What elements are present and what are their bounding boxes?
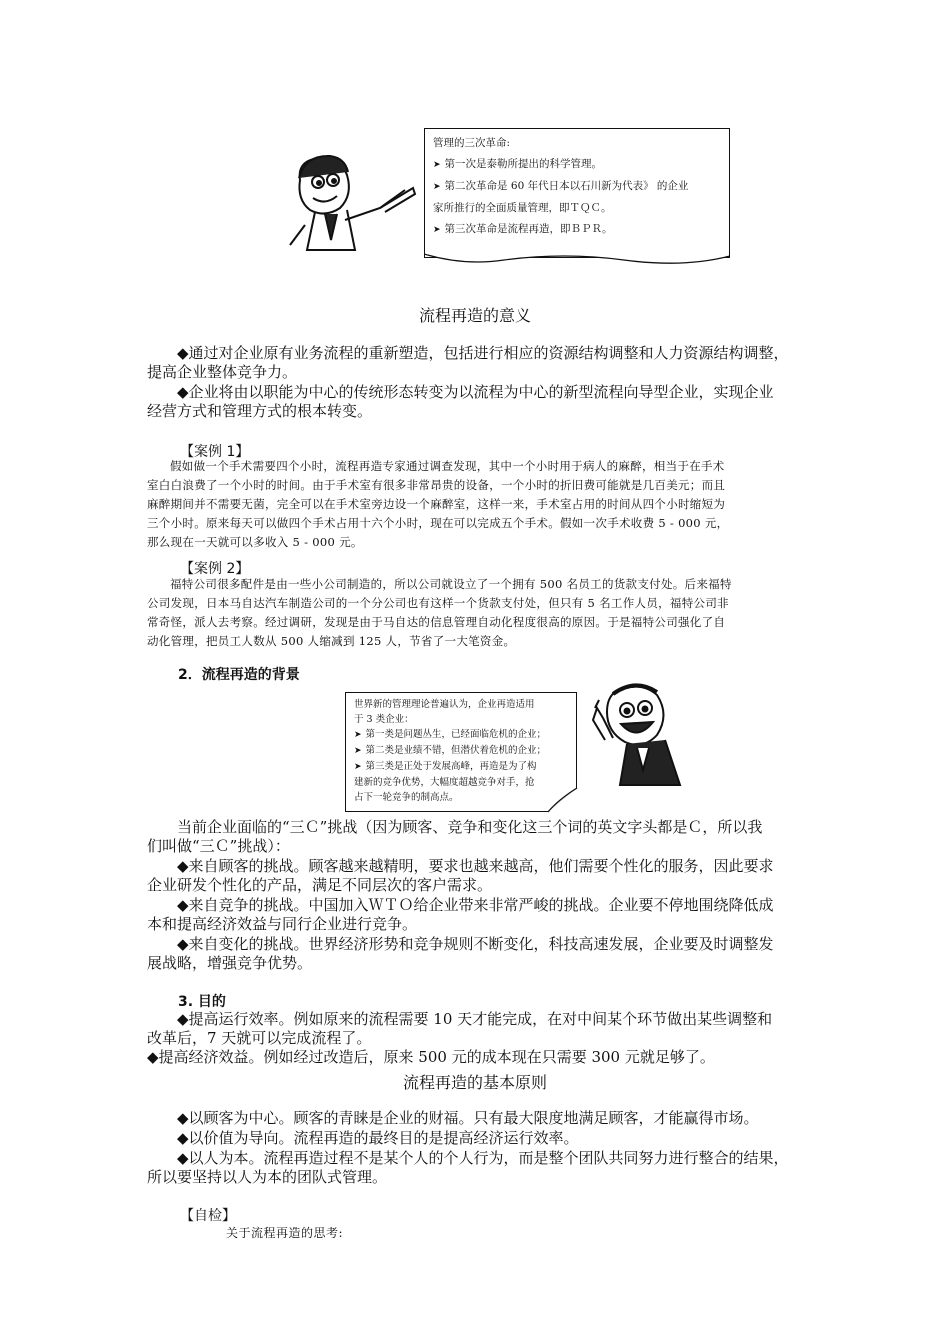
arrow-bullet-icon: ➤ (433, 160, 441, 170)
note-line: 世界新的管理理论普遍认为，企业再造适用 (354, 699, 535, 710)
note-wavy-bottom (424, 252, 730, 268)
case-text: 假如做一个手术需要四个小时，流程再造专家通过调查发现，其中一个小时用于病人的麻醉，相当于在手术 (170, 459, 725, 473)
paragraph: 提高企业整体竞争力。 (147, 363, 298, 381)
paragraph: ◆企业将由以职能为中心的传统形态转变为以流程为中心的新型流程向导型企业，实现企业 (177, 383, 774, 401)
section-heading-background: 2．流程再造的背景 (178, 667, 300, 683)
case-text: 三个小时。原来每天可以做四个手术占用十六个小时，现在可以完成五个手术。假如一次手术收费 5 - 000 元， (147, 516, 729, 530)
note-line: 建新的竞争优势，大幅度超越竞争对手，抢 (354, 777, 535, 788)
note-line: ➤ 第一类是问题丛生，已经面临危机的企业； (354, 729, 547, 740)
note-line: 占下一轮竞争的制高点。 (354, 792, 459, 803)
selfcheck-text: 关于流程再造的思考: (226, 1226, 344, 1240)
arrow-bullet-icon: ➤ (354, 762, 362, 772)
paragraph: 当前企业面临的“三Ｃ”挑战（因为顾客、竞争和变化这三个词的英文字头都是Ｃ，所以我 (177, 818, 763, 836)
case-text: 室白白浪费了一个小时的时间。由于手术室有很多非常昂贵的设备，一个小时的折旧费可能就是几百美元；而且 (147, 478, 726, 492)
note-line: ➤ 第一次是泰勒所提出的科学管理。 (433, 158, 603, 170)
paragraph: 改革后，7 天就可以完成流程了。 (147, 1029, 372, 1047)
paragraph: 所以要坚持以人为本的团队式管理。 (147, 1168, 388, 1186)
section-heading-purpose: 3. 目的 (178, 994, 226, 1010)
paragraph: ◆来自顾客的挑战。顾客越来越精明，要求也越来越高，他们需要个性化的服务，因此要求 (177, 857, 774, 875)
paragraph: ◆提高运行效率。例如原来的流程需要 10 天才能完成，在对中间某个环节做出某些调整和 (177, 1010, 773, 1028)
section-title-meaning: 流程再造的意义 (418, 306, 531, 325)
paragraph: 经营方式和管理方式的根本转变。 (147, 402, 373, 420)
case-text: 福特公司很多配件是由一些小公司制造的，所以公司就设立了一个拥有 500 名员工的货款支付处。后来福特 (170, 577, 732, 591)
note-line: ➤ 第二次革命是 60 年代日本以石川新为代表》 的企业 (433, 180, 689, 192)
case-text: 那么现在一天就可以多收入 5 - 000 元。 (147, 535, 363, 549)
paragraph: ◆以价值为导向。流程再造的最终目的是提高经济运行效率。 (177, 1129, 579, 1147)
paragraph: 本和提高经济效益与同行企业进行竞争。 (147, 915, 418, 933)
paragraph: ◆以顾客为中心。顾客的青睐是企业的财福。只有最大限度地满足顾客，才能赢得市场。 (177, 1109, 759, 1127)
case-text: 公司发现，日本马自达汽车制造公司的一个分公司也有这样一个货款支付处，但只有 5 名工作人员，福特公司非 (147, 596, 729, 610)
paragraph: 企业研发个性化的产品，满足不同层次的客户需求。 (147, 876, 493, 894)
arrow-bullet-icon: ➤ (354, 746, 362, 756)
note-line: ➤ 第三次革命是流程再造，即ＢＰＲ。 (433, 223, 613, 235)
paragraph: ◆以人为本。流程再造过程不是某个人的个人行为，而是整个团队共同努力进行整合的结果， (177, 1149, 789, 1167)
enterprise-types-note (345, 692, 577, 812)
note-line: 家所推行的全面质量管理，即ＴＱＣ。 (433, 202, 612, 214)
note-line: ➤ 第三类是正处于发展高峰，再造是为了构 (354, 761, 537, 772)
case-label: 【案例 2】 (180, 561, 250, 577)
case-label: 【案例 1】 (180, 444, 250, 460)
paragraph: ◆通过对企业原有业务流程的重新塑造，包括进行相应的资源结构调整和人力资源结构调整， (177, 344, 789, 362)
note-title: 管理的三次革命: (433, 137, 511, 149)
paragraph: ◆来自变化的挑战。世界经济形势和竞争规则不断变化，科技高速发展，企业要及时调整发 (177, 935, 774, 953)
paragraph: ◆提高经济效益。例如经过改造后，原来 500 元的成本现在只需要 300 元就足够了。 (147, 1048, 715, 1066)
paragraph: 们叫做“三Ｃ”挑战）： (147, 837, 290, 855)
pointing-man-illustration (285, 150, 420, 260)
paragraph: 展战略，增强竞争优势。 (147, 954, 313, 972)
arrow-bullet-icon: ➤ (433, 225, 441, 235)
folded-corner-icon (548, 788, 578, 814)
revolutions-note (424, 128, 730, 258)
arrow-bullet-icon: ➤ (433, 182, 441, 192)
section-title-principles: 流程再造的基本原则 (402, 1073, 547, 1092)
case-text: 动化管理，把员工人数从 500 人缩减到 125 人，节省了一大笔资金。 (147, 634, 516, 648)
selfcheck-label: 【自检】 (180, 1208, 236, 1224)
note-line: 于 3 类企业： (354, 714, 414, 725)
case-text: 常奇怪，派人去考察。经过调研，发现是由于马自达的信息管理自动化程度很高的原因。于是福特公司强化了自 (147, 615, 726, 629)
paragraph: ◆来自竞争的挑战。中国加入ＷＴＯ给企业带来非常严峻的挑战。企业要不停地围绕降低成 (177, 896, 774, 914)
note-line: ➤ 第二类是业绩不错，但潜伏着危机的企业； (354, 745, 547, 756)
laughing-man-illustration (585, 680, 690, 790)
case-text: 麻醉期间并不需要无菌，完全可以在手术室旁边设一个麻醉室，这样一来，手术室占用的时间从四个小时缩短为 (147, 497, 726, 511)
arrow-bullet-icon: ➤ (354, 730, 362, 740)
